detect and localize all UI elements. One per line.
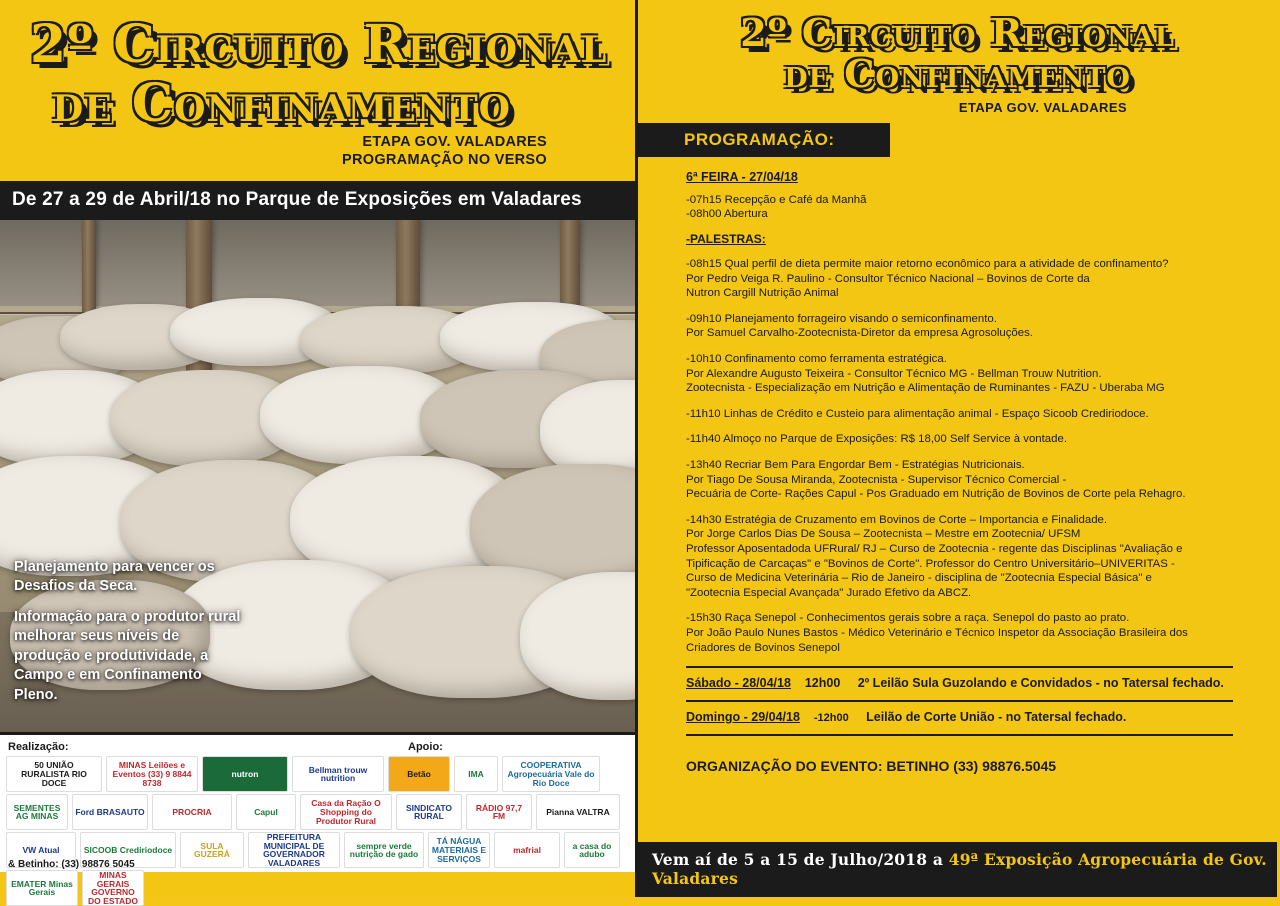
talk-title: -10h10 Confinamento como ferramenta estratégica. — [686, 353, 947, 366]
day-friday-header: 6ª FEIRA - 27/04/18 — [686, 169, 798, 184]
divider — [686, 700, 1233, 702]
talk-title: -13h40 Recriar Bem Para Engordar Bem - Estratégias Nutricionais. — [686, 458, 1025, 471]
talk-entry — [686, 432, 1263, 447]
day-sunday-date: Domingo - 29/04/18 — [686, 710, 800, 725]
talk-title: -08h15 Qual perfil de dieta permite maior retorno econômico para a atividade de confinamento? — [686, 258, 1169, 271]
talk-speaker-cont: Criadores de Bovinos Senepol — [686, 641, 840, 654]
back-title-block — [638, 0, 1277, 94]
sponsor-logo-sempre-verde: sempre verde nutrição de gado — [344, 832, 424, 868]
sponsor-logo-capul: Capul — [236, 794, 296, 830]
sponsor-logo-ta-nagua: TÁ NÁGUA MATERIAIS E SERVIÇOS — [428, 832, 490, 868]
talk-speaker-cont: Professor Aposentadoda UFRural/ RJ – Curso de Zootecnia - regente das Disciplinas "Avaliação e — [686, 542, 1183, 555]
talk-speaker-cont: Curso de Medicina Veterinária – Rio de Janeiro - disciplina de "Zootecnia Especial Básica" e — [686, 572, 1152, 585]
talk-speaker: Por Alexandre Augusto Teixeira - Consultor Técnico MG - Bellman Trouw Nutrition. — [686, 367, 1102, 380]
talk-speaker-cont: "Zootecnia Especial Avançada" Jurado Efetivo da ABCZ. — [686, 586, 972, 599]
sponsor-logo-bellman-trouw-nutrition: Bellman trouw nutrition — [292, 756, 384, 792]
sponsor-logo-procria: PROCRIA — [152, 794, 232, 830]
day-sunday-time: -12h00 — [813, 712, 849, 725]
photo-caption-line2: Informação para o produtor rural melhorar seus níveis de produção e produtividade, a Campo e em Confinamento Pleno. — [14, 608, 241, 703]
sponsor-logo-cooperativa-vale-rio-doce: COOPERATIVA Agropecuária Vale do Rio Doce — [502, 756, 600, 792]
talk-entry — [686, 312, 1263, 341]
sponsor-logo-nutron: nutron — [202, 756, 288, 792]
day-sunday-text: Leilão de Corte União - no Tatersal fechado. — [866, 710, 1127, 725]
talk-title: -15h30 Raça Senepol - Conhecimentos gerais sobre a raça. Senepol do pasto ao prato. — [686, 612, 1130, 625]
schedule-item: -07h15 Recepção e Café da Manhã — [686, 193, 867, 206]
talk-entry — [686, 407, 1263, 422]
talk-entry — [686, 458, 1263, 502]
day-friday-items — [686, 193, 1263, 222]
programacao-body — [638, 157, 1277, 656]
sponsor-logo-betao-racoes: Betão — [388, 756, 450, 792]
talk-entry — [686, 352, 1263, 396]
talk-entry — [686, 257, 1263, 301]
talk-title: -14h30 Estratégia de Cruzamento em Bovinos de Corte – Importancia e Finalidade. — [686, 513, 1108, 526]
apoio-label: Apoio: — [408, 741, 443, 754]
talk-speaker: Por Jorge Carlos Dias De Sousa – Zootecnista – Mestre em Zootecnia/ UFSM — [686, 528, 1081, 541]
talk-speaker-cont: Pecuária de Corte- Rações Capul - Pos Graduado em Nutrição de Bovinos de Corte pela Rehagro. — [686, 488, 1186, 501]
talk-speaker-cont: Nutron Cargill Nutrição Animal — [686, 287, 839, 300]
schedule-item: -08h00 Abertura — [686, 208, 768, 221]
sponsor-logo-sementes-ag-minas: SEMENTES AG MINAS — [6, 794, 68, 830]
cattle-photo — [0, 220, 635, 732]
date-banner: De 27 a 29 de Abril/18 no Parque de Exposições em Valadares — [0, 181, 635, 220]
photo-caption-line1: Planejamento para vencer os Desafios da Seca. — [14, 558, 215, 595]
event-title-back-line2: de Confinamento — [784, 50, 1131, 96]
sponsor-logo-ima: IMA — [454, 756, 498, 792]
front-subtitle-verso: PROGRAMAÇÃO NO VERSO — [342, 151, 547, 168]
sponsor-logo-brasauto-ford: Ford BRASAUTO — [72, 794, 148, 830]
poster-front-panel — [0, 0, 638, 906]
front-subtitle-etapa: ETAPA GOV. VALADARES — [362, 134, 547, 151]
talk-title: -09h10 Planejamento forrageiro visando o semiconfinamento. — [686, 312, 997, 325]
divider — [686, 666, 1233, 668]
event-title-back-line1: 2º Circuito Regional — [740, 10, 1175, 55]
day-sunday — [638, 710, 1277, 724]
talk-speaker: Por Pedro Veiga R. Paulino - Consultor Técnico Nacional – Bovinos de Corte da — [686, 272, 1090, 285]
sponsor-logo-sindicato-rural: SINDICATO RURAL — [396, 794, 462, 830]
sponsor-logo-uniao-ruralista-rio-doce: 50 UNIÃO RURALISTA RIO DOCE — [6, 756, 102, 792]
front-title-block — [0, 0, 635, 173]
sponsors-bar — [0, 732, 635, 906]
sponsor-logo-sula-guzera: SULA GUZERÁ — [180, 832, 244, 868]
palestras-label: -PALESTRAS: — [686, 231, 766, 246]
sponsor-logo-casa-do-adubo: a casa do adubo — [564, 832, 620, 868]
event-title-line1: 2º Circuito Regional — [30, 14, 608, 75]
talk-entry — [686, 611, 1263, 655]
sponsor-logo-sicoob-crediriodoce: SICOOB Crediriodoce — [80, 832, 176, 868]
day-saturday-text: 2º Leilão Sula Guzolando e Convidados - no Tatersal fechado. — [857, 676, 1224, 691]
talk-speaker: Por Samuel Carvalho-Zootecnista-Diretor da empresa Agrosoluções. — [686, 327, 1033, 340]
organizacao: ORGANIZAÇÃO DO EVENTO: BETINHO (33) 98876.5045 — [686, 758, 1057, 775]
divider — [686, 734, 1233, 736]
sponsor-logo-pianna-valtra: Pianna VALTRA — [536, 794, 620, 830]
footer-banner — [638, 842, 1277, 897]
day-saturday-date: Sábado - 28/04/18 — [686, 676, 791, 691]
day-saturday-time: 12h00 — [804, 676, 841, 691]
talk-title: -11h10 Linhas de Crédito e Custeio para alimentação animal - Espaço Sicoob Crediriodoce. — [686, 407, 1149, 420]
talk-speaker: Por João Paulo Nunes Bastos - Médico Veterinário e Técnico Inspetor da Associação Brasileira dos — [686, 626, 1188, 639]
programacao-header: PROGRAMAÇÃO: — [638, 123, 890, 157]
sponsor-logo-casa-da-racao: Casa da Ração O Shopping do Produtor Rural — [300, 794, 392, 830]
footer-highlight-text: 49ª Exposição Agropecuária de Gov. Valadares — [652, 850, 1267, 888]
talk-speaker: Por Tiago De Sousa Miranda, Zootecnista - Supervisor Técnico Comercial - — [686, 473, 1067, 486]
talk-speaker-cont: Tipificação de Carcaças" e "Bovinos de Corte". Professor do Centro Universitário–UNIVERITAS - — [686, 557, 1175, 570]
event-title-back — [648, 10, 1267, 96]
talk-speaker-cont: Zootecnista - Especialização em Nutrição e Alimentação de Ruminantes - FAZU - Uberaba MG — [686, 382, 1165, 395]
day-saturday — [638, 676, 1277, 690]
back-etapa: ETAPA GOV. VALADARES — [958, 99, 1127, 115]
front-subtitle — [14, 134, 621, 169]
sponsor-logo-emater-minas-gerais: EMATER Minas Gerais — [6, 870, 78, 906]
footer-pre-text: Vem aí de 5 a 15 de Julho/2018 a — [652, 850, 949, 869]
contact-betinho: & Betinho: (33) 98876 5045 — [8, 859, 135, 871]
sponsor-logo-minas-leiloes: MINAS Leilões e Eventos (33) 9 8844 8738 — [106, 756, 198, 792]
sponsor-logo-governo-minas-gerais: MINAS GERAIS GOVERNO DO ESTADO — [82, 870, 144, 906]
talk-entry — [686, 513, 1263, 601]
poster-back-panel — [638, 0, 1277, 897]
talk-title: -11h40 Almoço no Parque de Exposições: R$ 18,00 Self Service à vontade. — [686, 433, 1067, 446]
sponsor-logo-mafrial: mafrial — [494, 832, 560, 868]
sponsor-logo-prefeitura-governador-valadares: PREFEITURA MUNICIPAL DE GOVERNADOR VALADARES — [248, 832, 340, 868]
event-title-line2: de Confinamento — [52, 73, 511, 135]
sponsor-logo-volkswagen-atual: VW Atual — [6, 832, 76, 868]
photo-caption — [14, 558, 244, 717]
sponsor-logo-grid — [4, 755, 631, 906]
sponsor-logo-radio-977-fm: RÁDIO 97,7 FM — [466, 794, 532, 830]
realizacao-label: Realização: — [8, 741, 69, 754]
event-title — [14, 14, 621, 135]
